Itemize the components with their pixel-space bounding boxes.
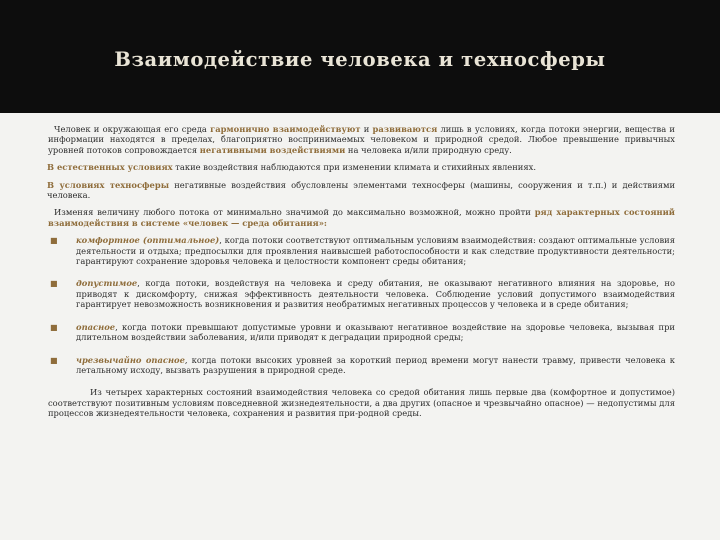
term-develop: развиваются [372, 124, 438, 134]
text-run: Изменяя величину любого потока от минимально значимой до максимально возможной, можно пройти [54, 207, 535, 218]
bullet-square-icon: ■ [50, 322, 58, 332]
list-item [48, 322, 675, 343]
term-harmonious: гармонично взаимодействуют [210, 124, 361, 134]
paragraph-states-intro [48, 207, 675, 228]
term-dangerous: опасное [76, 321, 116, 332]
term-comfortable: комфортное (оптимальное) [76, 235, 220, 246]
text-run: Человек и окружающая его среда [54, 124, 211, 134]
term-extremely-dangerous: чрезвычайно опасное [76, 354, 185, 365]
bullet-square-icon: ■ [50, 355, 58, 365]
text-run: Из четырех характерных состояний взаимодействия человека со средой обитания лишь первые два (комфортное и допустимое) соответствуют позитивным условиям повседневной жизнедеятельности, а два других (опасное и чрезвычайно опасное) — недопустимы для процессов жизнедеятельности человека, сохранения и развития при-родной среды. [48, 387, 675, 419]
text-run: негативные воздействия обусловлены элементами техносферы (машины, сооружения и т.п.) и действиями человека. [47, 179, 676, 201]
paragraph-natural-conditions [47, 162, 675, 172]
title-bar [0, 0, 720, 113]
text-run: лишь в условиях, когда потоки энергии, вещества и информации находятся в пределах, благоприятно воспринимаемых человеком и природной средой. Любое превышение привычных уровней потоков сопровождается [48, 124, 675, 155]
text-run: , когда потоки, воздействуя на человека и среду обитания, не оказывают негативного влияния на здоровье, но приводят к дискомфорту, снижая эффективность деятельности человека. Соблюдение условий допустимого взаимодействия гарантирует невозможность возникновения и развития необратимых негативных процессов у человека и в среде обитания; [76, 278, 675, 310]
paragraph-harmony [48, 124, 675, 155]
term-characteristic-states: ряд характерных состояний взаимодействия в системе «человек — среда обитания»: [48, 207, 675, 228]
bullet-square-icon: ■ [50, 236, 58, 246]
list-item [48, 235, 675, 266]
term-natural-conditions: В естественных условиях [47, 162, 173, 173]
slide-title: Взаимодействие человека и техносферы [114, 48, 606, 71]
term-technosphere-conditions: В условиях техносферы [47, 179, 170, 190]
slide-body [48, 124, 675, 426]
term-negative-impacts: негативными воздействиями [199, 144, 346, 155]
text-run: такие воздействия наблюдаются при изменении климата и стихийных явлениях. [172, 162, 536, 173]
list-item [48, 355, 675, 376]
term-acceptable: допустимое [76, 278, 138, 289]
bullet-square-icon: ■ [50, 279, 58, 289]
text-run: , когда потоки соответствуют оптимальным условиям взаимодействия: создают оптимальные условия деятельности и отдыха; предпосылки для проявления наивысшей работоспособности и как следствие продуктивности деятельности; гарантируют сохранение здоровья человека и целостности компонент среды обитания; [76, 235, 676, 267]
paragraph-technosphere-conditions [47, 180, 675, 201]
text-run: на человека и/или природную среду. [345, 144, 512, 155]
text-run: и [360, 124, 373, 134]
list-item [48, 278, 675, 309]
text-run: , когда потоки превышают допустимые уровни и оказывают негативное воздействие на здоровье человека, вызывая при длительном воздействии заболевания, и/или приводят к деградации природной среды; [76, 321, 675, 343]
paragraph-conclusion [48, 387, 675, 418]
text-run: , когда потоки высоких уровней за короткий период времени могут нанести травму, привести человека к летальному исходу, вызвать разрушения в природной среде. [76, 354, 675, 375]
